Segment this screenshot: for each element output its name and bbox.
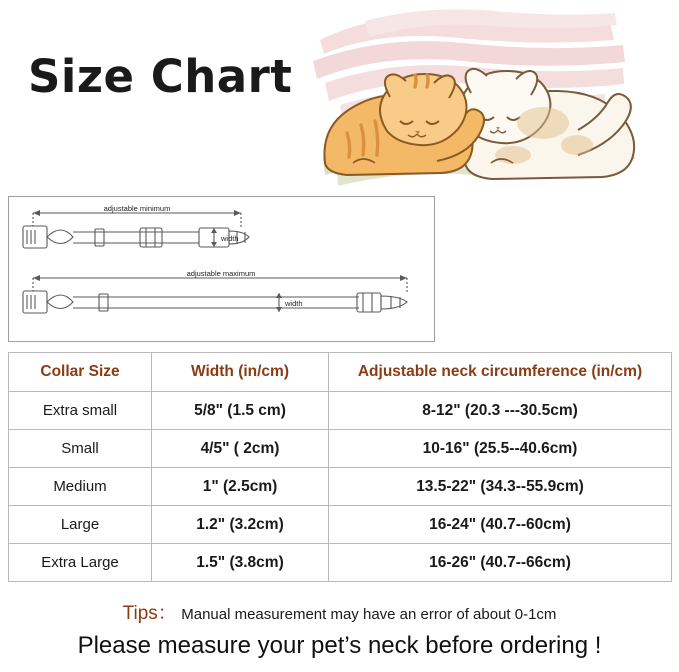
size-table-wrap	[8, 352, 671, 582]
diagram-label-width-top: width	[221, 234, 239, 243]
cell-width: 1.5" (3.8cm)	[152, 544, 329, 582]
table-row	[9, 468, 672, 506]
cell-width: 4/5" ( 2cm)	[152, 430, 329, 468]
cell-width: 1.2" (3.2cm)	[152, 506, 329, 544]
cell-width: 5/8" (1.5 cm)	[152, 392, 329, 430]
cell-size: Small	[9, 430, 152, 468]
cell-neck: 13.5-22" (34.3--55.9cm)	[329, 468, 672, 506]
cell-neck: 10-16" (25.5--40.6cm)	[329, 430, 672, 468]
diagram-label-width-bottom: width	[285, 299, 303, 308]
table-row	[9, 506, 672, 544]
collar-diagram	[8, 196, 435, 342]
header-neck-circumference: Adjustable neck circumference (in/cm)	[329, 353, 672, 392]
cats-illustration	[295, 5, 670, 190]
cell-neck: 8-12" (20.3 ---30.5cm)	[329, 392, 672, 430]
cell-width: 1" (2.5cm)	[152, 468, 329, 506]
size-table	[8, 352, 672, 582]
cell-neck: 16-26" (40.7--66cm)	[329, 544, 672, 582]
table-body	[9, 392, 672, 582]
page-title: Size Chart	[28, 50, 293, 103]
diagram-label-min: adjustable minimum	[103, 204, 171, 213]
header-width: Width (in/cm)	[152, 353, 329, 392]
header-collar-size: Collar Size	[9, 353, 152, 392]
cats-illustration-svg	[295, 5, 670, 190]
diagram-label-max: adjustable maximum	[186, 269, 256, 278]
footer-note: Please measure your pet’s neck before ordering !	[77, 632, 602, 659]
cell-neck: 16-24" (40.7--60cm)	[329, 506, 672, 544]
table-row	[9, 392, 672, 430]
cell-size: Large	[9, 506, 152, 544]
tips-label: Tips：	[122, 603, 177, 624]
cell-size: Extra small	[9, 392, 152, 430]
table-header	[9, 353, 672, 392]
table-header-row	[9, 353, 672, 392]
table-row	[9, 544, 672, 582]
tips-row	[0, 598, 679, 625]
tips-text: Manual measurement may have an error of about 0-1cm	[181, 606, 557, 623]
table-row	[9, 430, 672, 468]
cell-size: Medium	[9, 468, 152, 506]
collar-diagram-svg	[9, 197, 434, 341]
cell-size: Extra Large	[9, 544, 152, 582]
